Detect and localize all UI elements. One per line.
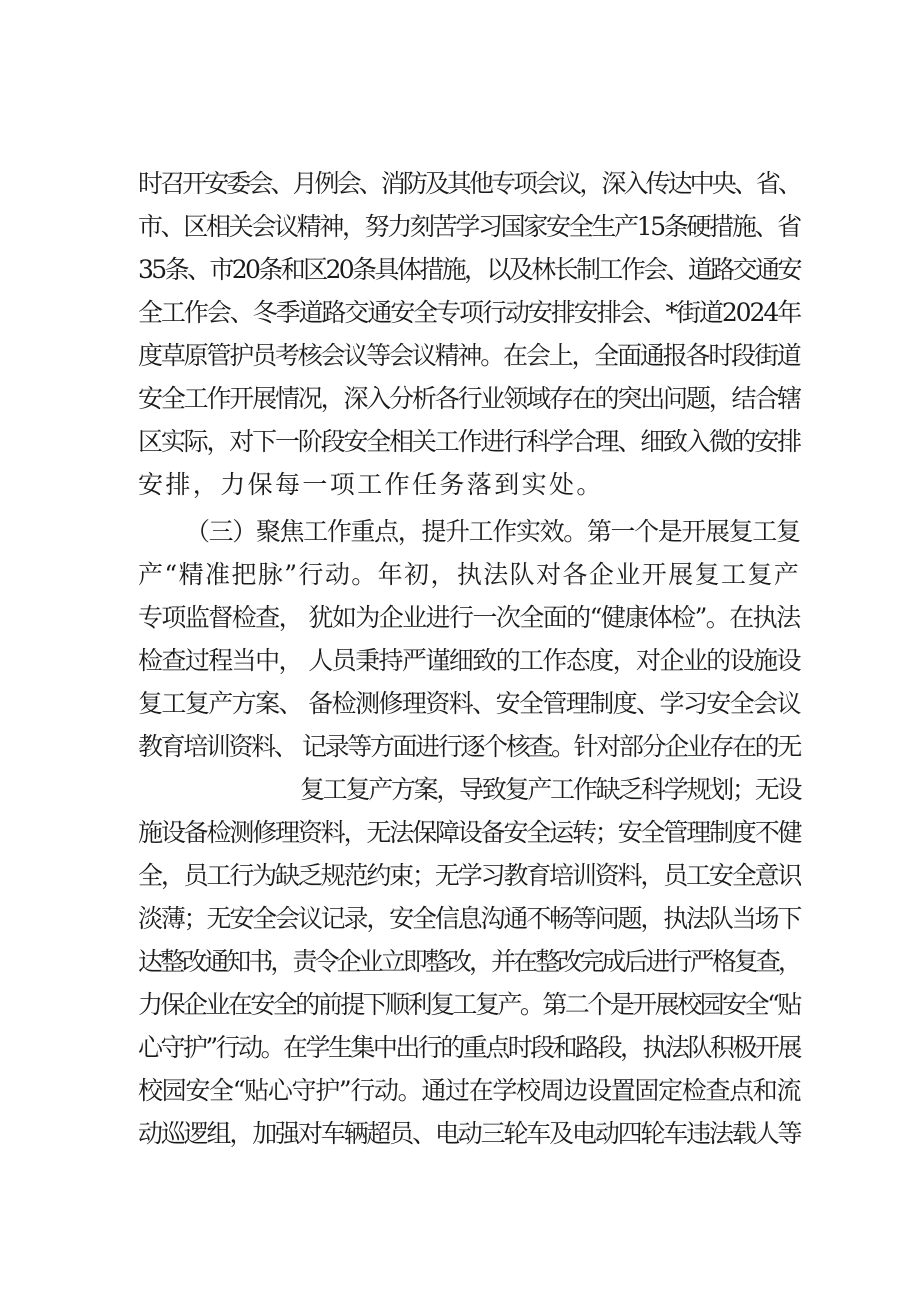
- body-text-line: 全，员工行为缺乏规范约束；无学习教育培训资料，员工安全意识: [138, 861, 801, 890]
- section-heading-line: （三）聚焦工作重点，提升工作实效。第一个是开展复工复: [185, 517, 800, 546]
- body-text-line: 全工作会、冬季道路交通安全专项行动安排安排会、*街道2024年: [138, 298, 801, 327]
- body-text-line: 35条、市20条和区20条具体措施，以及林长制工作会、道路交通安: [138, 255, 800, 284]
- body-text-line: 安排，力保每一项工作任务落到实处。: [138, 470, 604, 499]
- body-text-line: 施设备检测修理资料，无法保障设备安全运转；安全管理制度不健: [138, 818, 801, 847]
- body-text-line: 度草原管护员考核会议等会议精神。在会上，全面通报各时段街道: [138, 341, 800, 370]
- body-text-line: 复工复产方案，导致复产工作缺乏科学规划；无设: [300, 775, 801, 804]
- body-text-line: 产“精准把脉”行动。年初，执法队对各企业开展复工复产: [138, 560, 801, 589]
- body-text-line: 达整改通知书，责令企业立即整改，并在整改完成后进行严格复查，: [138, 947, 801, 976]
- body-text-line: 专项监督检查， 犹如为企业进行一次全面的“健康体检”。在执法: [138, 603, 800, 632]
- body-text-line: 力保企业在安全的前提下顺利复工复产。第二个是开展校园安全“贴: [138, 990, 800, 1019]
- body-text-line: 时召开安委会、月例会、消防及其他专项会议，深入传达中央、省、: [138, 169, 801, 198]
- body-text-line: 检查过程当中， 人员秉持严谨细致的工作态度，对企业的设施设: [138, 646, 800, 675]
- body-text-line: 淡薄；无安全会议记录，安全信息沟通不畅等问题，执法队当场下: [138, 904, 801, 933]
- body-text-line: 市、区相关会议精神，努力刻苦学习国家安全生产15条硬措施、省: [138, 212, 800, 241]
- body-text-line: 校园安全“贴心守护”行动。通过在学校周边设置固定检查点和流: [138, 1076, 801, 1105]
- body-text-line: 区实际，对下一阶段安全相关工作进行科学合理、细致入微的安排: [138, 427, 801, 456]
- body-text-line: 安全工作开展情况，深入分析各行业领域存在的突出问题，结合辖: [138, 384, 801, 413]
- body-text-line: 复工复产方案、 备检测修理资料、安全管理制度、学习安全会议: [138, 689, 800, 718]
- body-text-line: 动巡逻组，加强对车辆超员、电动三轮车及电动四轮车违法载人等: [138, 1119, 801, 1148]
- body-text-line: 教育培训资料、 记录等方面进行逐个核查。针对部分企业存在的无: [138, 732, 800, 761]
- body-text-line: 心守护”行动。在学生集中出行的重点时段和路段，执法队积极开展: [138, 1033, 800, 1062]
